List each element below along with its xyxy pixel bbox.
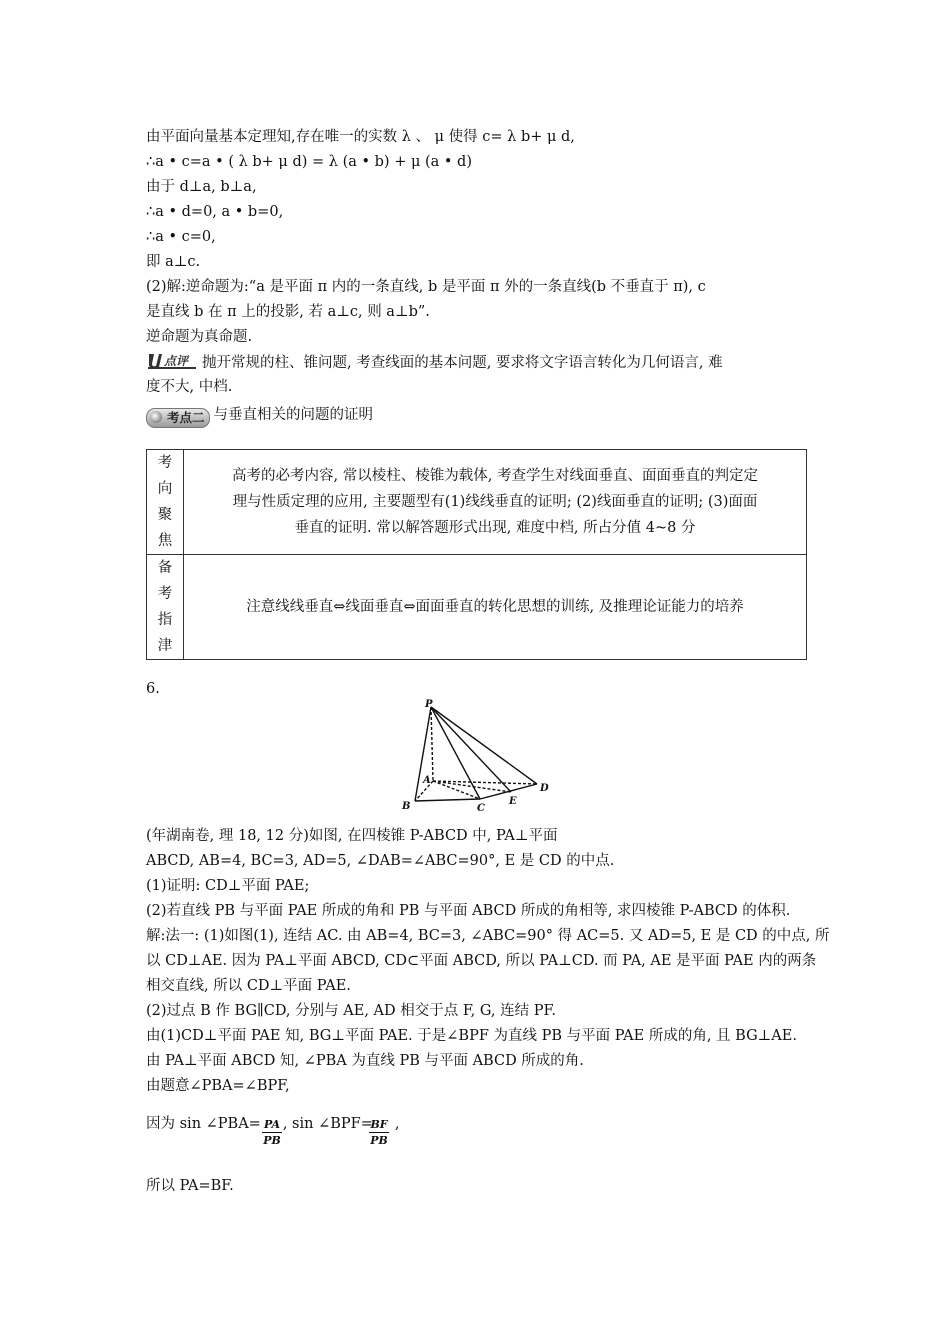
- fraction-pa-pb: PA PB: [263, 1118, 281, 1147]
- text-line: (2)解:逆命题为:“a 是平面 π 内的一条直线, b 是平面 π 外的一条直线(b 不垂直于 π), c: [146, 279, 706, 295]
- text-line: 解:法一: (1)如图(1), 连结 AC. 由 AB=4, BC=3, ∠ABC=90° 得 AC=5. 又 AD=5, E 是 CD 的中点, 所: [146, 928, 830, 944]
- comment-line: [146, 352, 723, 373]
- text-line: ABCD, AB=4, BC=3, AD=5, ∠DAB=∠ABC=90°, E 是 CD 的中点.: [146, 853, 615, 869]
- text-line: 逆命题为真命题.: [146, 329, 253, 345]
- label-B: B: [402, 801, 411, 812]
- text-line: 相交直线, 所以 CD⊥平面 PAE.: [146, 978, 351, 994]
- text-line: (2)过点 B 作 BG∥CD, 分别与 AE, AD 相交于点 F, G, 连结 PF.: [146, 1003, 556, 1019]
- pyramid-edges: [415, 707, 537, 801]
- label-A: A: [423, 775, 431, 786]
- text-line: 是直线 b 在 π 上的投影, 若 a⊥c, 则 a⊥b”.: [146, 304, 430, 320]
- text-line: 由题意∠PBA=∠BPF,: [146, 1078, 290, 1094]
- text-line: ∴a • c=a • ( λ b+ μ d) = λ (a • b) + μ (a • d): [146, 154, 472, 170]
- text-line-fractions: 因为 sin ∠PBA= , sin ∠BPF= ,: [146, 1116, 400, 1132]
- text-line: 由 PA⊥平面 ABCD 知, ∠PBA 为直线 PB 与平面 ABCD 所成的角.: [146, 1053, 584, 1069]
- text-line: (年湖南卷, 理 18, 12 分)如图, 在四棱锥 P-ABCD 中, PA⊥平面: [146, 828, 558, 844]
- text-line: 由于 d⊥a, b⊥a,: [146, 179, 257, 195]
- label-E: E: [509, 796, 517, 807]
- text-line: ∴a • c=0,: [146, 229, 216, 245]
- label-D: D: [540, 783, 549, 794]
- text-line: 由平面向量基本定理知,存在唯一的实数 λ 、 μ 使得 c= λ b+ μ d,: [146, 129, 575, 145]
- pyramid-figure: [395, 697, 557, 815]
- section-heading: [146, 405, 373, 428]
- section-badge: 考点二: [146, 408, 210, 428]
- row-header-focus: 考 向 聚 焦: [147, 450, 184, 555]
- row-body-focus: 高考的必考内容, 常以棱柱、棱锥为载体, 考查学生对线面垂直、面面垂直的判定定 理与性质定理的应用, 主要题型有(1)线线垂直的证明; (2)线面垂直的证明; (3)面面 垂直的证明. 常以解答题形式出现, 难度中档, 所占分值 4~8 分: [184, 450, 807, 555]
- exam-focus-table: [146, 449, 807, 660]
- text-line: (2)若直线 PB 与平面 PAE 所成的角和 PB 与平面 ABCD 所成的角相等, 求四棱锥 P-ABCD 的体积.: [146, 903, 791, 919]
- bullet-icon: [150, 411, 162, 423]
- problem-number: 6.: [146, 681, 160, 697]
- label-C: C: [477, 803, 485, 814]
- table-row: [147, 450, 807, 555]
- label-P: P: [425, 699, 433, 710]
- table-row: [147, 555, 807, 660]
- text-line: 即 a⊥c.: [146, 254, 201, 270]
- comment-text: 抛开常规的柱、锥问题, 考查线面的基本问题, 要求将文字语言转化为几何语言, 难: [202, 355, 723, 371]
- text-line: 以 CD⊥AE. 因为 PA⊥平面 ABCD, CD⊂平面 ABCD, 所以 PA⊥CD. 而 PA, AE 是平面 PAE 内的两条: [146, 953, 817, 969]
- text-line: 由(1)CD⊥平面 PAE 知, BG⊥平面 PAE. 于是∠BPF 为直线 PB 与平面 PAE 所成的角, 且 BG⊥AE.: [146, 1028, 797, 1044]
- comment-badge-text: 点评: [164, 354, 189, 368]
- section-title: 与垂直相关的问题的证明: [213, 407, 374, 423]
- row-header-guide: 备 考 指 津: [147, 555, 184, 660]
- text-line: (1)证明: CD⊥平面 PAE;: [146, 878, 310, 894]
- text-line: 所以 PA=BF.: [146, 1178, 234, 1194]
- row-body-guide: 注意线线垂直⇔线面垂直⇔面面垂直的转化思想的训练, 及推理论证能力的培养: [184, 555, 807, 660]
- text-line: 度不大, 中档.: [146, 379, 233, 395]
- text-line: ∴a • d=0, a • b=0,: [146, 204, 284, 220]
- fraction-bf-pb: BF PB: [370, 1118, 388, 1147]
- comment-icon: [146, 352, 198, 370]
